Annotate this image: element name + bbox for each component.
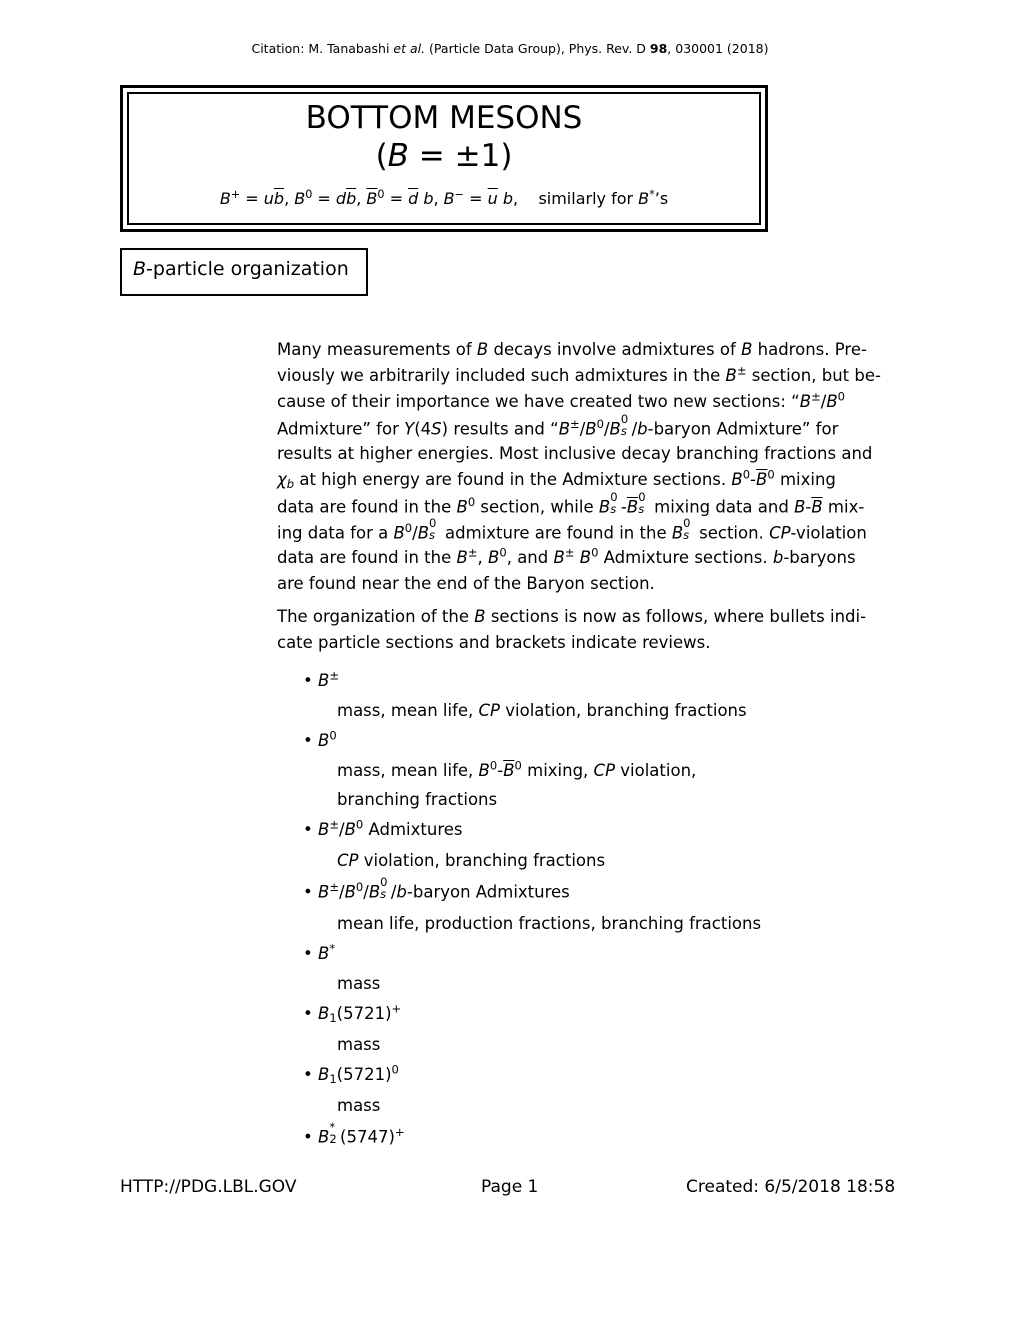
intro-line-5: results at higher energies. Most inclusive decay branching fractions and <box>277 444 873 463</box>
page-title-quantum-number: (B = ±1) <box>375 138 513 174</box>
list-item-detail: mean life, production fractions, branching fractions <box>337 914 762 933</box>
section-title: B-particle organization <box>133 258 349 280</box>
intro-line-2: viously we arbitrarily included such admixtures in the B± section, but be- <box>277 363 881 385</box>
intro-line-4: Admixture” for Υ(4S) results and “$B^\pm/B^0/B$ 0 s /b-baryon Admixture” for <box>277 411 839 439</box>
list-item-b1-5721-zero: • $B_1(5721)^0$ <box>303 1062 399 1086</box>
intro-line-7: data are found in the $B^0$ section, while B 0 s $-\overline{B}$ 0 s mixing data and $B-\overline{B}$ mix- <box>277 489 865 517</box>
list-item-b-charged: • B± <box>303 668 339 690</box>
intro-line-8: ing data for a $B^0/B$ 0 s admixture are found in the B 0 s section. CP-violation <box>277 515 867 543</box>
organization-line-1: The organization of the B sections is now as follows, where bullets indi- <box>277 607 867 626</box>
list-item-detail: branching fractions <box>337 790 498 809</box>
list-item-detail: mass, mean life, $B^0-\overline{B}^0$ mixing, CP violation, <box>337 758 697 780</box>
organization-line-2: cate particle sections and brackets indicate reviews. <box>277 633 711 652</box>
quark-content-definition: $B^+ = u\overline{b}$, $B^0 = d\overline{b}$, $\overline{B}^0 = \overline{d}$ b, $B^- = \overline{u}$ b, similarly for B*’s <box>219 187 669 208</box>
list-item-b-neutral: • $B^0$ <box>303 728 337 750</box>
list-item-detail: mass <box>337 1096 381 1115</box>
list-item-detail: mass, mean life, CP violation, branching fractions <box>337 701 747 720</box>
list-item-b-admixtures: • $B^\pm/B^0$ Admixtures <box>303 817 463 839</box>
page-title: BOTTOM MESONS <box>305 100 583 136</box>
intro-line-10: are found near the end of the Baryon section. <box>277 574 655 593</box>
intro-line-3: cause of their importance we have created two new sections: “$B^\pm/B^0$ <box>277 389 845 411</box>
footer-url: HTTP://PDG.LBL.GOV <box>120 1177 297 1197</box>
intro-line-1: Many measurements of B decays involve admixtures of B hadrons. Pre- <box>277 340 867 359</box>
list-item-b-star: • B* <box>303 941 336 963</box>
list-item-detail: mass <box>337 1035 381 1054</box>
list-item-b1-5721-plus: • $B_1(5721)^+$ <box>303 1001 402 1025</box>
intro-line-9: data are found in the B±, $B^0$, and B± $B^0$ Admixture sections. b-baryons <box>277 545 856 567</box>
list-item-detail: mass <box>337 974 381 993</box>
list-item-detail: CP violation, branching fractions <box>337 851 606 870</box>
list-item-b-baryon-admixtures: • $B^\pm/B^0/B$ 0 s /b-baryon Admixtures <box>303 874 570 902</box>
list-item-b2-5747-plus: • B * 2 (5747)+ <box>303 1119 405 1147</box>
similarly-note: similarly for B*’s <box>538 187 669 208</box>
footer-page: Page 1 <box>481 1177 539 1197</box>
citation-header: Citation: M. Tanabashi et al. (Particle Data Group), Phys. Rev. D 98, 030001 (2018) <box>251 41 769 56</box>
footer-created: Created: 6/5/2018 18:58 <box>686 1177 896 1197</box>
intro-line-6: $\chi_b$ at high energy are found in the Admixture sections. $B^0-\overline{B}^0$ mixing <box>277 467 836 491</box>
